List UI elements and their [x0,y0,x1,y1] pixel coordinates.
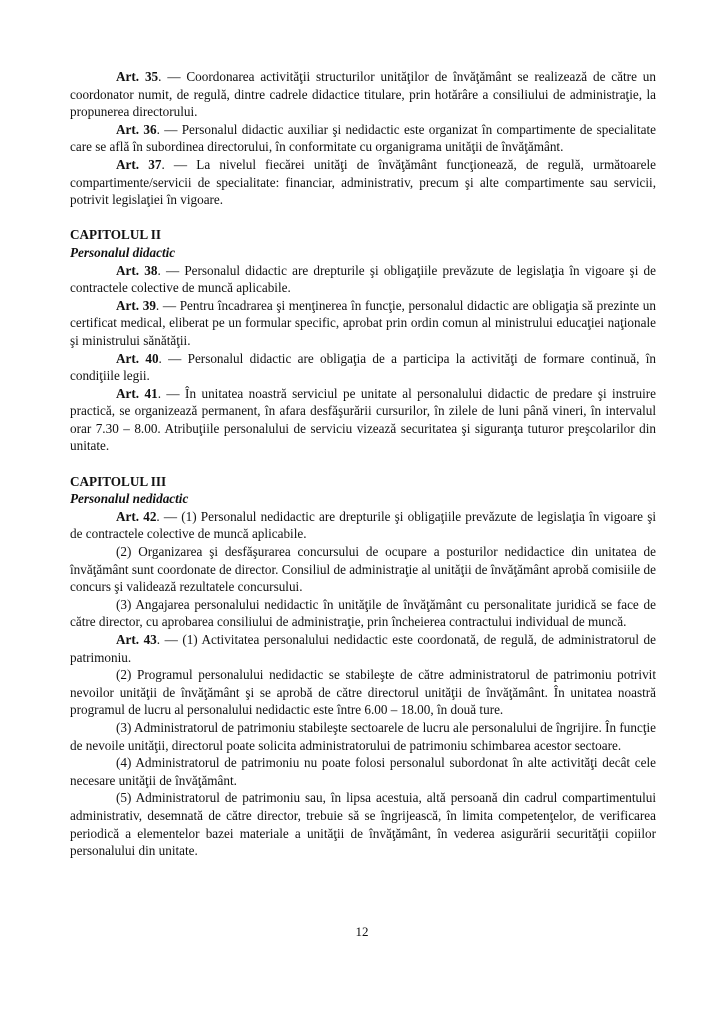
article-43-para-3 [70,719,656,754]
article-41 [70,385,656,455]
article-42-para-2 [70,543,656,596]
article-text: . — Personalul didactic are drepturile şi obligaţiile prevăzute de legislaţia în vigoare şi de contractele colective de muncă aplicabile. [70,262,656,296]
chapter-3-title: CAPITOLUL III [70,473,167,489]
document-page [70,68,656,860]
article-label: Art. 37 [116,156,162,172]
article-42-para-1 [70,508,656,543]
article-42-para-3 [70,596,656,631]
paragraph-text: (3) Angajarea personalului nedidactic în unităţile de învăţământ cu personalitate juridică se face de către director, cu aprobarea consiliului de administraţie, prin încheierea contractului individual de muncă. [70,596,656,630]
section-gap [70,455,656,473]
paragraph-text: (3) Administratorul de patrimoniu stabileşte sectoarele de lucru ale personalului de îngrijire. În funcţie de nevoile unităţii, directorul poate solicita administratorului de patrimoniu schimbarea acestor sectoare. [70,719,656,753]
article-43-para-2 [70,666,656,719]
article-label: Art. 38 [116,262,158,278]
article-text: . — La nivelul fiecărei unităţi de învăţământ funcţionează, de regulă, următoarele compartimente/servicii de specialitate: financiar, administrativ, precum şi alte compartimente sau servicii, potrivit legislaţiei în vigoare. [70,156,656,208]
article-label: Art. 42 [116,508,157,524]
article-38 [70,262,656,297]
page-number: 12 [355,924,369,939]
article-text: . — Pentru încadrarea şi menţinerea în funcţie, personalul didactic are obligaţia să prezinte un certificat medical, eliberat pe un formular specific, aprobat prin ordin comun al ministrului educaţiei naţionale şi ministrului sănătăţii. [70,297,656,348]
article-label: Art. 35 [116,69,159,84]
article-43-para-5 [70,789,656,859]
section-gap [70,209,656,227]
article-40 [70,350,656,385]
paragraph-text: (5) Administratorul de patrimoniu sau, în lipsa acestuia, altă persoană din cadrul compartimentului administrativ, desemnată de către director, trebuie să se îngrijească, în limita competenţelor, de verificarea periodică a elementelor bazei materiale a unităţii de învăţământ, în vederea asigurării securităţii copiilor personalului din unitate. [70,790,656,859]
paragraph-text: (2) Organizarea şi desfăşurarea concursului de ocupare a posturilor nedidactice din unitatea de învăţământ sunt coordonate de director. Consiliul de administraţie al unităţii de învăţământ aprobă comisiile de concurs şi validează rezultatele concursului. [70,544,656,595]
article-text: . — (1) Personalul nedidactic are drepturile şi obligaţiile prevăzute de legislaţia în vigoare şi de contractele colective de muncă aplicabile. [70,508,656,542]
article-label: Art. 39 [116,297,156,313]
article-text: . — Coordonarea activităţii structurilor unităţilor de învăţământ se realizează de către un coordonator numit, de regulă, dintre cadrele didactice titulare, prin hotărâre a consiliului de administraţie, la propunerea directorului. [70,69,656,120]
article-text: . — Personalul didactic auxiliar şi nedidactic este organizat în compartimente de specialitate care se află în subordinea directorului, în conformitate cu organigrama unităţii de învăţământ. [70,121,656,155]
article-label: Art. 40 [116,350,159,366]
paragraph-text: (4) Administratorul de patrimoniu nu poate folosi personalul subordonat în alte activităţi decât cele necesare unităţii de învăţământ. [70,755,656,788]
article-39 [70,297,656,350]
article-label: Art. 41 [116,385,158,401]
article-text: . — Personalul didactic are obligaţia de a participa la activităţi de formare continuă, în condiţiile legii. [70,350,656,384]
article-label: Art. 43 [116,632,157,647]
article-36 [70,121,656,156]
article-label: Art. 36 [116,121,157,137]
article-text: . — (1) Activitatea personalului nedidactic este coordonată, de regulă, de administratorul de patrimoniu. [70,632,656,665]
chapter-3-subtitle: Personalul nedidactic [70,491,189,507]
article-43-para-4 [70,754,656,789]
paragraph-text: (2) Programul personalului nedidactic se stabileşte de către administratorul de patrimoniu potrivit nevoilor unităţii de învăţământ şi se aprobă de către directorul unităţii de învăţământ. În unitatea noastră programul de lucru al personalului nedidactic este între 6.00 – 18.00, în două ture. [70,667,656,718]
chapter-2-subtitle: Personalul didactic [70,244,176,260]
article-43-para-1 [70,631,656,666]
article-text: . — În unitatea noastră serviciul pe unitate al personalului didactic de predare şi instruire practică, se organizează permanent, în afara desfăşurării cursurilor, în zilele de luni până vineri, în intervalul orar 7.30 – 8.00. Atribuţiile personalului de serviciu vizează securitatea şi siguranţa tuturor preşcolarilor din unitate. [70,385,656,454]
chapter-2-title: CAPITOLUL II [70,227,161,243]
article-37 [70,156,656,209]
article-35 [70,68,656,121]
